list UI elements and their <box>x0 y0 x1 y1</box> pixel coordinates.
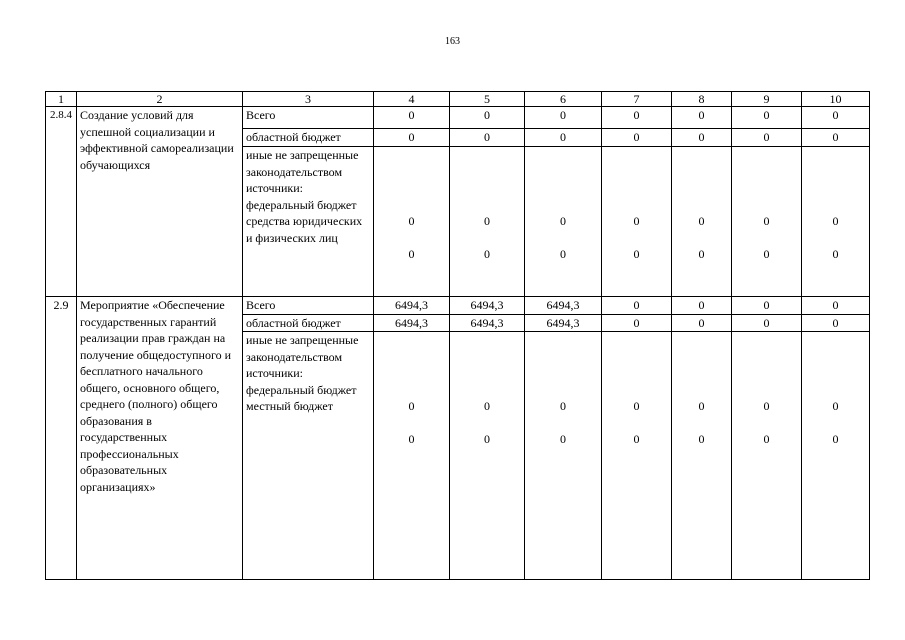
value-cell: 0 0 <box>450 147 525 297</box>
value-cell: 0 0 <box>374 332 450 580</box>
row-label: Всего <box>243 107 374 129</box>
table-row <box>46 107 870 129</box>
value-cell: 0 <box>672 129 732 147</box>
table-row <box>46 297 870 315</box>
value-cell: 0 0 <box>602 147 672 297</box>
value-cell: 6494,3 <box>374 297 450 315</box>
value-cell: 0 <box>732 129 802 147</box>
page-number: 163 <box>445 36 460 47</box>
value-cell: 0 <box>672 314 732 332</box>
value-cell: 0 <box>732 107 802 129</box>
value-cell: 0 <box>450 129 525 147</box>
item-title: Создание условий для успешной социализации и эффективной самореализации обучающихся <box>77 107 243 297</box>
header-cell: 9 <box>732 92 802 107</box>
value-cell: 0 <box>602 129 672 147</box>
other-sources-label: иные не запрещенные законодательством источники: <box>246 333 359 380</box>
value-cell: 0 <box>374 107 450 129</box>
header-cell: 5 <box>450 92 525 107</box>
header-cell: 7 <box>602 92 672 107</box>
header-cell: 10 <box>802 92 870 107</box>
value-cell: 0 <box>672 107 732 129</box>
row-label: Всего <box>243 297 374 315</box>
value-cell: 6494,3 <box>525 314 602 332</box>
value-cell: 0 0 <box>450 332 525 580</box>
value-cell: 6494,3 <box>450 314 525 332</box>
row-label: областной бюджет <box>243 314 374 332</box>
subrow-label: местный бюджет <box>246 399 333 413</box>
value-cell: 6494,3 <box>374 314 450 332</box>
value-cell: 0 <box>602 107 672 129</box>
value-cell: 0 0 <box>732 332 802 580</box>
value-cell: 0 <box>450 107 525 129</box>
row-label: областной бюджет <box>243 129 374 147</box>
subrow-label: федеральный бюджет <box>246 197 357 212</box>
value-cell: 0 <box>802 297 870 315</box>
value-cell: 0 0 <box>802 332 870 580</box>
sources-cell <box>243 147 374 297</box>
value-cell: 0 0 <box>525 147 602 297</box>
header-row <box>46 92 870 107</box>
value-cell: 6494,3 <box>450 297 525 315</box>
header-cell: 3 <box>243 92 374 107</box>
value-cell: 0 <box>802 107 870 129</box>
value-cell: 0 0 <box>802 147 870 297</box>
header-cell: 6 <box>525 92 602 107</box>
budget-table <box>45 91 870 580</box>
item-title: Мероприятие «Обеспечение государственных гарантий реализации прав граждан на получение общедоступного и бесплатного начального общего, основного общего, среднего (полного) общего образования в государственных профессиональных образовательных организациях» <box>77 297 243 580</box>
value-cell: 0 <box>602 314 672 332</box>
header-cell: 8 <box>672 92 732 107</box>
value-cell: 0 <box>525 129 602 147</box>
header-cell: 2 <box>77 92 243 107</box>
subrow-label: средства юридических и физических лиц <box>246 214 363 245</box>
item-number: 2.8.4 <box>46 107 77 297</box>
other-sources-label: иные не запрещенные законодательством источники: <box>246 148 359 195</box>
value-cell: 0 <box>525 107 602 129</box>
value-cell: 6494,3 <box>525 297 602 315</box>
header-cell: 1 <box>46 92 77 107</box>
value-cell: 0 0 <box>374 147 450 297</box>
value-cell: 0 <box>732 314 802 332</box>
sources-cell <box>243 332 374 580</box>
value-cell: 0 <box>672 297 732 315</box>
value-cell: 0 <box>802 314 870 332</box>
value-cell: 0 0 <box>602 332 672 580</box>
value-cell: 0 <box>732 297 802 315</box>
value-cell: 0 0 <box>732 147 802 297</box>
value-cell: 0 0 <box>672 332 732 580</box>
value-cell: 0 <box>374 129 450 147</box>
value-cell: 0 <box>602 297 672 315</box>
value-cell: 0 <box>802 129 870 147</box>
value-cell: 0 0 <box>672 147 732 297</box>
item-number: 2.9 <box>46 297 77 580</box>
value-cell: 0 0 <box>525 332 602 580</box>
header-cell: 4 <box>374 92 450 107</box>
subrow-label: федеральный бюджет <box>246 382 357 397</box>
